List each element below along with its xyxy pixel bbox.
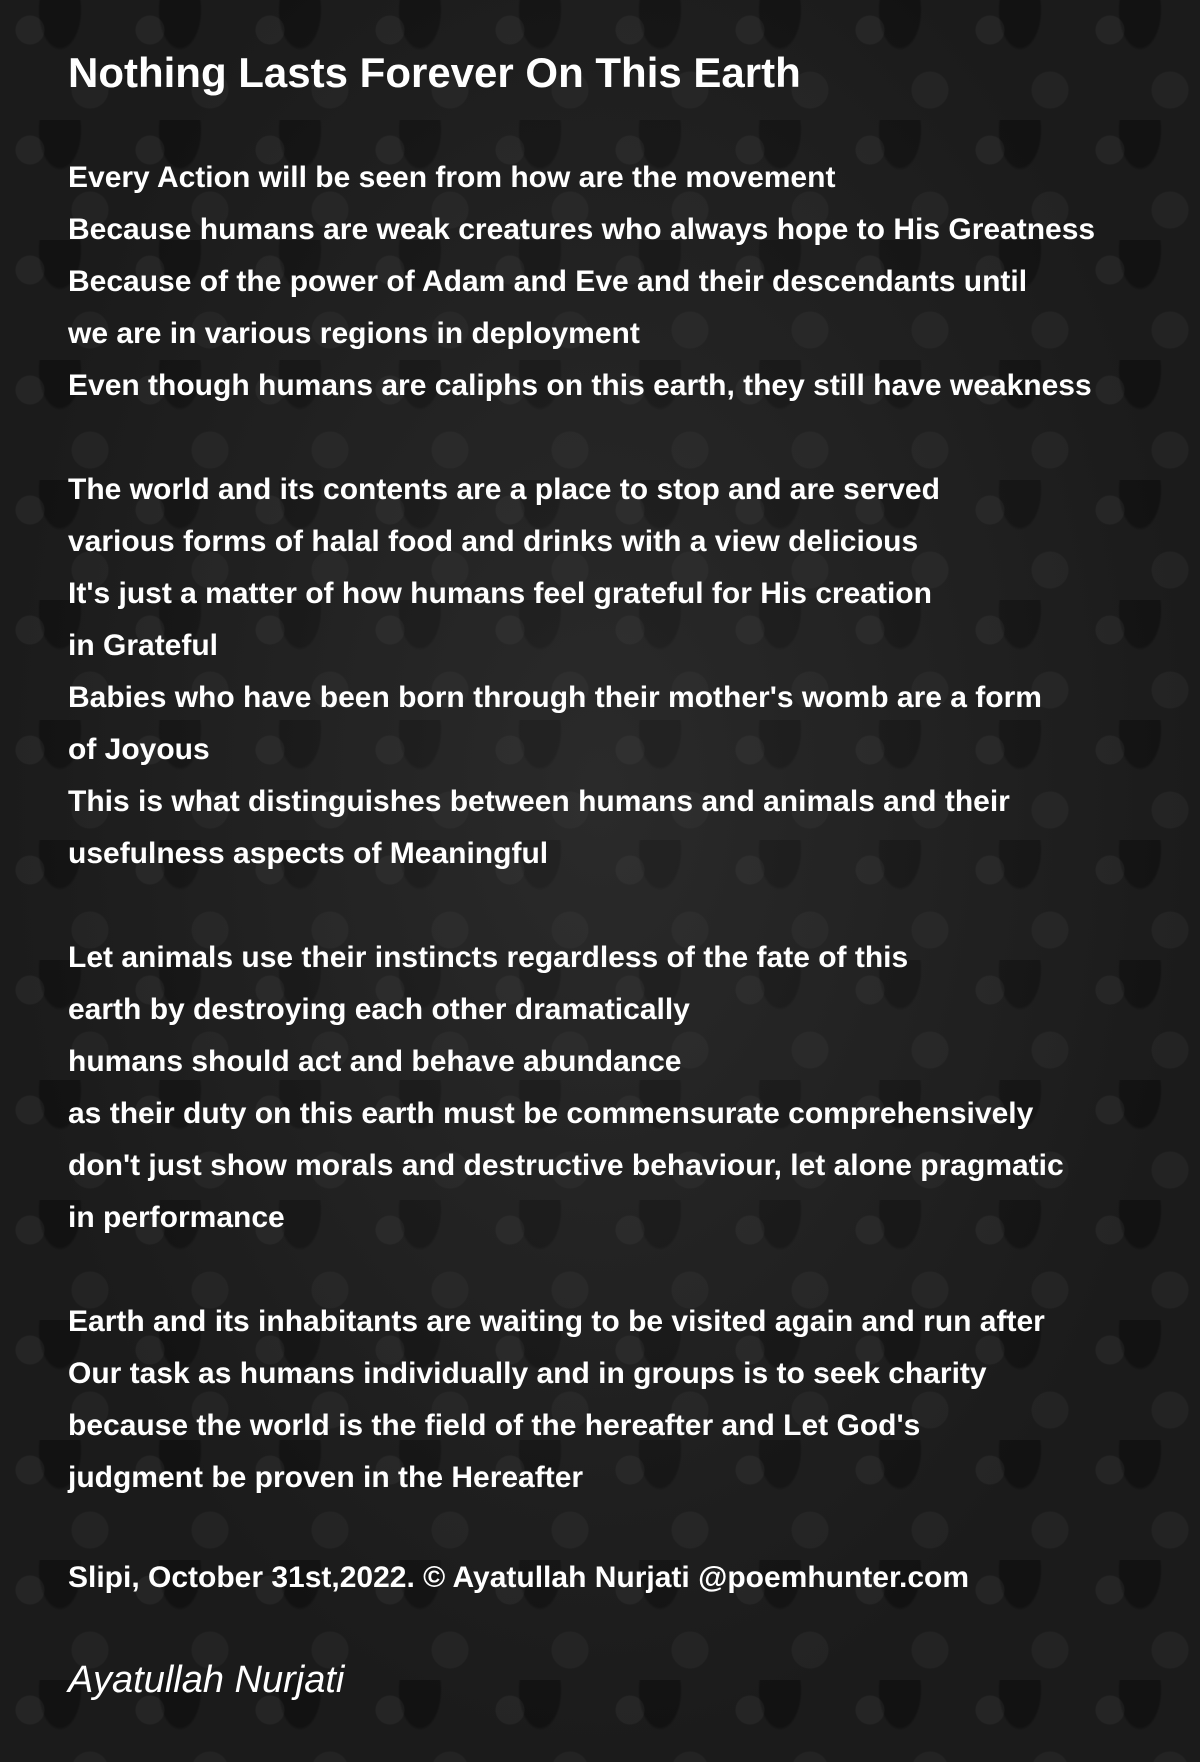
poem-line: Because humans are weak creatures who always hope to His Greatness bbox=[68, 213, 1096, 246]
poem-credit: Slipi, October 31st,2022. © Ayatullah Nurjati @poemhunter.com bbox=[68, 1561, 970, 1594]
stanza-4 bbox=[68, 1296, 1188, 1504]
poem-line: Babies who have been born through their mother's womb are a form bbox=[68, 681, 1042, 714]
poem-line: various forms of halal food and drinks with a view delicious bbox=[68, 525, 919, 558]
poem-line: don't just show morals and destructive behaviour, let alone pragmatic bbox=[68, 1149, 1064, 1182]
poem-line: as their duty on this earth must be commensurate comprehensively bbox=[68, 1097, 1034, 1130]
poem-line: in performance bbox=[68, 1201, 285, 1234]
poem-line: Even though humans are caliphs on this earth, they still have weakness bbox=[68, 369, 1092, 402]
poem-line: The world and its contents are a place to stop and are served bbox=[68, 473, 940, 506]
stanza-3 bbox=[68, 932, 1188, 1244]
poem-line: humans should act and behave abundance bbox=[68, 1045, 682, 1078]
stanza-2 bbox=[68, 464, 1188, 880]
poem-line: judgment be proven in the Hereafter bbox=[68, 1461, 584, 1494]
poem-line: of Joyous bbox=[68, 733, 210, 766]
poem-line: This is what distinguishes between humans and animals and their bbox=[68, 785, 1010, 818]
stanza-1 bbox=[68, 152, 1188, 412]
poem-line: in Grateful bbox=[68, 629, 219, 662]
poem-line: Let animals use their instincts regardless of the fate of this bbox=[68, 941, 909, 974]
poem-line: usefulness aspects of Meaningful bbox=[68, 837, 549, 870]
author-signature: Ayatullah Nurjati bbox=[68, 1659, 345, 1701]
poem-line: because the world is the field of the hereafter and Let God's bbox=[68, 1409, 921, 1442]
poem-line: Every Action will be seen from how are the movement bbox=[68, 161, 836, 194]
poem-line: earth by destroying each other dramatically bbox=[68, 993, 690, 1026]
poem-line: It's just a matter of how humans feel grateful for His creation bbox=[68, 577, 932, 610]
poem-line: Earth and its inhabitants are waiting to be visited again and run after bbox=[68, 1305, 1045, 1338]
poem-line: we are in various regions in deployment bbox=[68, 317, 640, 350]
poem-body bbox=[68, 152, 1188, 1556]
poem-line: Because of the power of Adam and Eve and their descendants until bbox=[68, 265, 1028, 298]
poem-line: Our task as humans individually and in groups is to seek charity bbox=[68, 1357, 987, 1390]
poem-title: Nothing Lasts Forever On This Earth bbox=[68, 49, 801, 96]
